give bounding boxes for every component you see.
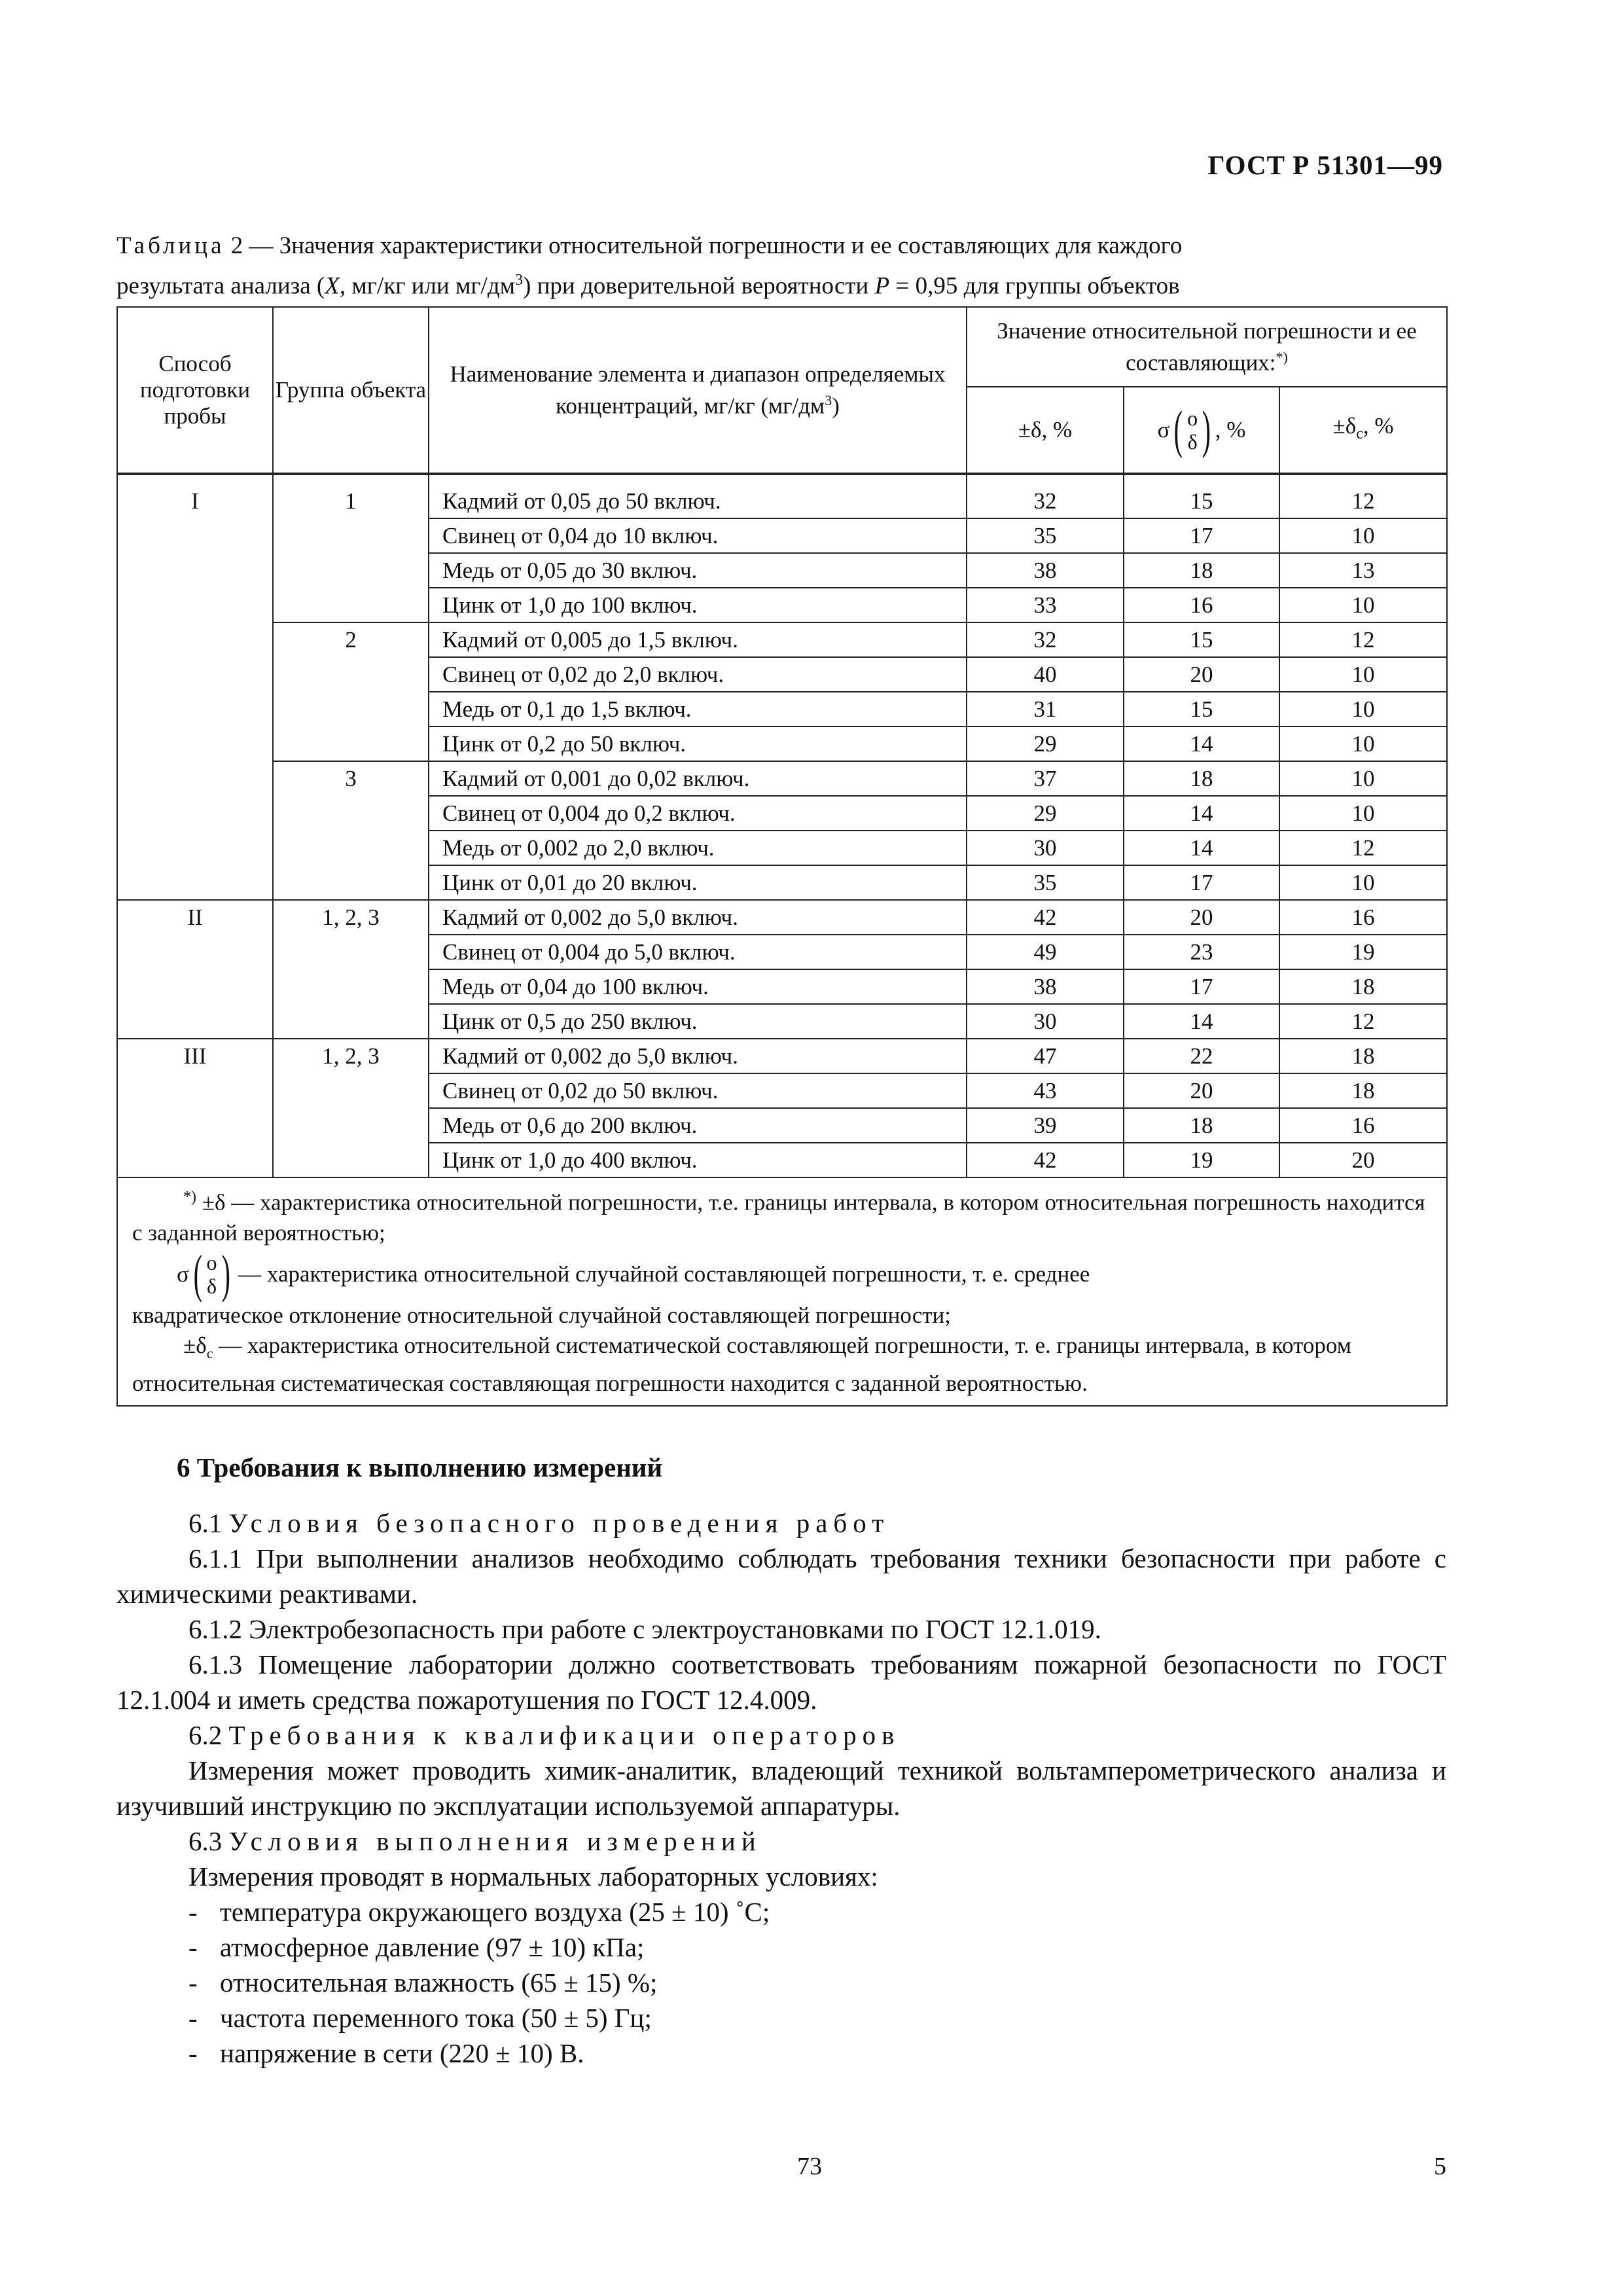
cell-delta: 42 [967,900,1124,935]
cell-delta: 47 [967,1039,1124,1073]
cell-deltac: 16 [1279,1108,1447,1143]
table-row [117,622,1447,657]
cell-group [273,518,429,553]
table-footnote: *) ±δ — характеристика относительной погрешности, т.е. границы интервала, в котором относительная погрешность находится с заданной вероятностью; σ ( o δ ) — характеристика относительной случайной составляющей погрешности, т. е. среднее квадратическое отклонение относительной случайной составляющей погрешности; $\pm\delta_c$ — характеристика относительной систематической составляющей погрешности, т. е. границы интервала, в котором относительная систематическая составляющая погрешности находится с заданной вероятностью. [117,1177,1447,1406]
cell-element-range: Кадмий от 0,001 до 0,02 включ. [429,761,967,796]
cell-sigma: 18 [1124,1108,1279,1143]
cell-element-range: Свинец от 0,004 до 0,2 включ. [429,796,967,831]
cell-element-range: Цинк от 0,5 до 250 включ. [429,1004,967,1039]
subcol-sigma: σ ( o δ ) , % [1124,387,1279,474]
cell-method [117,935,273,969]
cell-sigma: 20 [1124,900,1279,935]
cell-group [273,726,429,761]
subcol-delta: ±δ, % [967,387,1124,474]
cell-element-range: Цинк от 0,01 до 20 включ. [429,865,967,900]
list-item: - относительная влажность (65 ± 15) %; [188,1967,658,1998]
cell-sigma: 14 [1124,831,1279,865]
cell-delta: 32 [967,622,1124,657]
standard-designation: ГОСТ Р 51301—99 [1207,150,1443,180]
cell-delta: 43 [967,1073,1124,1108]
cell-element-range: Кадмий от 0,002 до 5,0 включ. [429,900,967,935]
table-row [117,900,1447,935]
caption-label: Таблица [116,232,225,259]
subcol-deltac: $\pm\delta_c$, % [1279,387,1447,474]
cell-delta: 30 [967,831,1124,865]
cell-group [273,588,429,622]
cell-element-range: Кадмий от 0,05 до 50 включ. [429,484,967,518]
col-group-header: Группа объекта [273,307,429,474]
table-row [117,588,1447,622]
table-row [117,726,1447,761]
table-row [117,1004,1447,1039]
cell-element-range: Свинец от 0,004 до 5,0 включ. [429,935,967,969]
cell-method [117,831,273,865]
table-row [117,657,1447,692]
cell-group [273,1143,429,1177]
cell-element-range: Свинец от 0,04 до 10 включ. [429,518,967,553]
table-row [117,969,1447,1004]
section-title: 6 Требования к выполнению измерений [177,1452,663,1482]
col-method-header: Способ подготовки пробы [117,307,273,474]
cell-element-range: Кадмий от 0,005 до 1,5 включ. [429,622,967,657]
cell-group [273,935,429,969]
cell-sigma: 20 [1124,1073,1279,1108]
cell-method [117,796,273,831]
table-row [117,1143,1447,1177]
cell-group: 1, 2, 3 [273,1039,429,1073]
cell-element-range: Медь от 0,1 до 1,5 включ. [429,692,967,726]
cell-method [117,1143,273,1177]
cell-deltac: 10 [1279,588,1447,622]
cell-sigma: 14 [1124,1004,1279,1039]
cell-sigma: 16 [1124,588,1279,622]
cell-deltac: 20 [1279,1143,1447,1177]
cell-sigma: 17 [1124,518,1279,553]
cell-element-range: Медь от 0,04 до 100 включ. [429,969,967,1004]
cell-group [273,553,429,588]
cell-delta: 38 [967,553,1124,588]
cell-element-range: Медь от 0,6 до 200 включ. [429,1108,967,1143]
cell-group: 1 [273,484,429,518]
list-item: - температура окружающего воздуха (25 ± 10) ˚С; [188,1897,770,1927]
cell-element-range: Медь от 0,05 до 30 включ. [429,553,967,588]
cell-sigma: 18 [1124,553,1279,588]
cell-delta: 37 [967,761,1124,796]
cell-deltac: 10 [1279,796,1447,831]
cell-delta: 38 [967,969,1124,1004]
cell-delta: 35 [967,865,1124,900]
cell-deltac: 10 [1279,692,1447,726]
cell-deltac: 13 [1279,553,1447,588]
cell-sigma: 22 [1124,1039,1279,1073]
table-row [117,865,1447,900]
cell-sigma: 17 [1124,865,1279,900]
table-row [117,831,1447,865]
cell-element-range: Цинк от 0,2 до 50 включ. [429,726,967,761]
table-row [117,796,1447,831]
table-row [117,518,1447,553]
cell-group [273,796,429,831]
caption-text-1: 2 — Значения характеристики относительной погрешности и ее составляющих для каждого [224,232,1183,259]
cell-deltac: 18 [1279,1073,1447,1108]
cell-deltac: 10 [1279,726,1447,761]
table-row [117,1039,1447,1073]
cell-group [273,969,429,1004]
cell-element-range: Свинец от 0,02 до 2,0 включ. [429,657,967,692]
cell-deltac: 12 [1279,1004,1447,1039]
cell-method [117,622,273,657]
cell-method [117,518,273,553]
cell-sigma: 23 [1124,935,1279,969]
col-name-header: Наименование элемента и диапазон определяемых концентраций, мг/кг $(мг/дм^3)$ [429,307,967,474]
table-row [117,935,1447,969]
table-row [117,1073,1447,1108]
cell-delta: 49 [967,935,1124,969]
cell-delta: 33 [967,588,1124,622]
cell-deltac: 12 [1279,622,1447,657]
list-item: - частота переменного тока (50 ± 5) Гц; [188,2003,652,2033]
cell-delta: 30 [967,1004,1124,1039]
cell-sigma: 20 [1124,657,1279,692]
cell-deltac: 12 [1279,831,1447,865]
cell-method [117,761,273,796]
cell-deltac: 12 [1279,484,1447,518]
cell-element-range: Кадмий от 0,002 до 5,0 включ. [429,1039,967,1073]
cell-sigma: 17 [1124,969,1279,1004]
cell-method [117,553,273,588]
cell-group [273,1073,429,1108]
cell-group: 2 [273,622,429,657]
cell-group [273,657,429,692]
list-item: - атмосферное давление (97 ± 10) кПа; [188,1932,645,1962]
cell-element-range: Цинк от 1,0 до 400 включ. [429,1143,967,1177]
table-row [117,692,1447,726]
cell-deltac: 10 [1279,761,1447,796]
cell-delta: 39 [967,1108,1124,1143]
cell-method: II [117,900,273,935]
cell-group [273,1004,429,1039]
table-row [117,1108,1447,1143]
cell-delta: 42 [967,1143,1124,1177]
cell-element-range: Свинец от 0,02 до 50 включ. [429,1073,967,1108]
cell-method [117,1108,273,1143]
table-caption: Таблица 2 — Значения характеристики относительной погрешности и ее составляющих для каждого результата анализа (X, мг/кг или $мг/дм^3$) при доверительной вероятности P = 0,95 для группы объектов [116,232,1183,300]
cell-group [273,831,429,865]
cell-delta: 29 [967,796,1124,831]
cell-sigma: 14 [1124,726,1279,761]
cell-delta: 40 [967,657,1124,692]
cell-method: III [117,1039,273,1073]
cell-method [117,1073,273,1108]
cell-method [117,726,273,761]
page-number-center: 73 [797,2153,822,2180]
cell-deltac: 18 [1279,1039,1447,1073]
cell-deltac: 18 [1279,969,1447,1004]
cell-deltac: 10 [1279,657,1447,692]
cell-group: 1, 2, 3 [273,900,429,935]
cell-sigma: 15 [1124,622,1279,657]
cell-sigma: 19 [1124,1143,1279,1177]
table-row [117,484,1447,518]
cell-method [117,657,273,692]
cell-method [117,969,273,1004]
cell-sigma: 15 [1124,692,1279,726]
table-row [117,761,1447,796]
cell-deltac: 10 [1279,518,1447,553]
cell-method [117,1004,273,1039]
cell-delta: 32 [967,484,1124,518]
cell-deltac: 19 [1279,935,1447,969]
cell-delta: 29 [967,726,1124,761]
cell-group [273,692,429,726]
cell-sigma: 18 [1124,761,1279,796]
cell-method [117,588,273,622]
error-table [116,306,1448,1407]
cell-sigma: 15 [1124,484,1279,518]
table-row [117,553,1447,588]
cell-group [273,1108,429,1143]
cell-sigma: 14 [1124,796,1279,831]
section-body: 6.1 Условия безопасного проведения работ 6.1.1 При выполнении анализов необходимо соблюдать требования техники безопасности при работе с химическими реактивами. 6.1.2 Электробезопасность при работе с электроустановками по ГОСТ 12.1.019. 6.1.3 Помещение лаборатории должно соответствовать требованиям пожарной безопасности по ГОСТ 12.1.004 и иметь средства пожаротушения по ГОСТ 12.4.009. 6.2 Требования к квалификации операторов Измерения может проводить химик-аналитик, владеющий техникой вольтамперометрического анализа и изучивший инструкцию по эксплуатации используемой аппаратуры. 6.3 Условия выполнения измерений Измерения проводят в нормальных лабораторных условиях: - температура окружающего воздуха (25 ± 10) ˚С; - атмосферное давление (97 ± 10) кПа; - относительная влажность (65 ± 15) %; - частота переменного тока (50 ± 5) Гц; - напряжение в сети (220 ± 10) В. [116,1505,1446,2071]
cell-group: 3 [273,761,429,796]
cell-delta: 31 [967,692,1124,726]
cell-deltac: 10 [1279,865,1447,900]
cell-delta: 35 [967,518,1124,553]
cell-element-range: Медь от 0,002 до 2,0 включ. [429,831,967,865]
page-number-right: 5 [1434,2153,1446,2180]
col-error-header: Значение относительной погрешности и ее составляющих:*) [967,307,1447,387]
cell-method [117,865,273,900]
cell-group [273,865,429,900]
list-item: - напряжение в сети (220 ± 10) В. [188,2038,584,2068]
cell-method: I [117,484,273,518]
cell-method [117,692,273,726]
cell-element-range: Цинк от 1,0 до 100 включ. [429,588,967,622]
cell-deltac: 16 [1279,900,1447,935]
